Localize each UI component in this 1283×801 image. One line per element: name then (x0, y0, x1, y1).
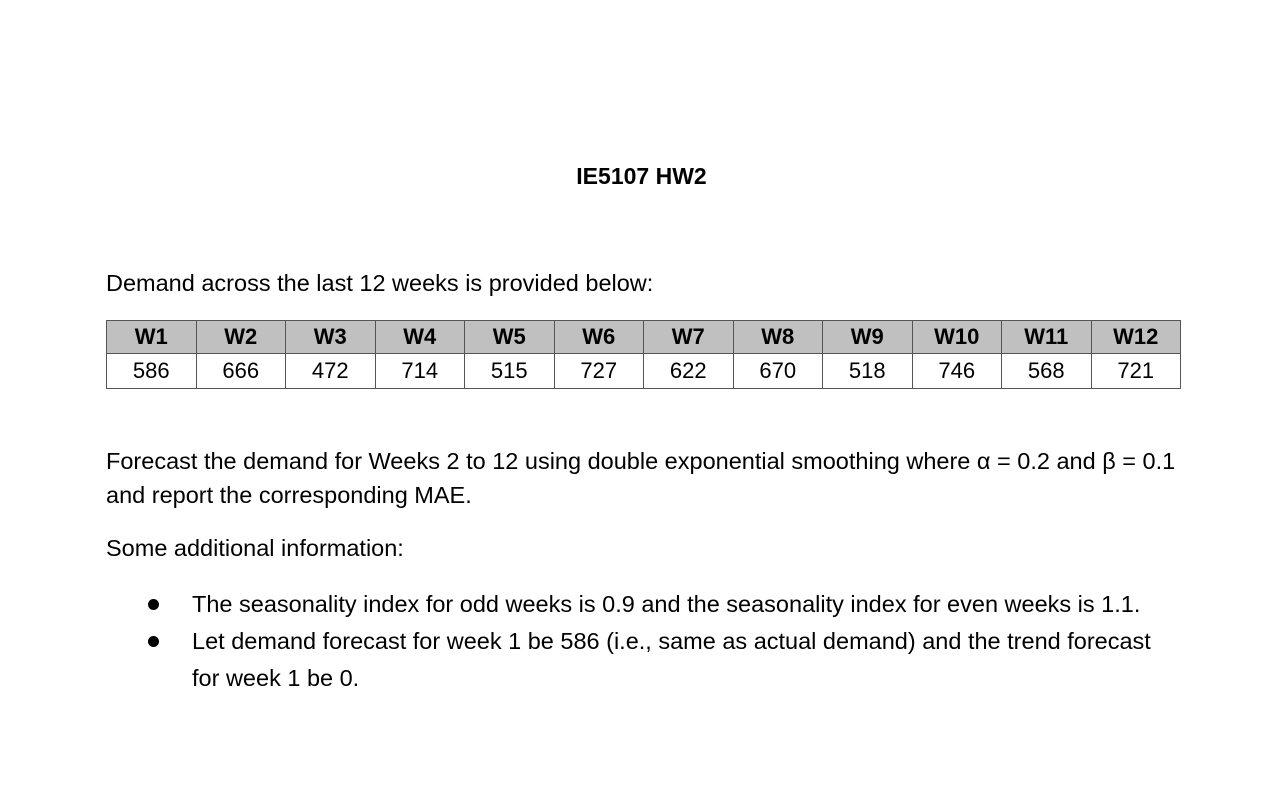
header-w6: W6 (554, 321, 644, 354)
header-w1: W1 (107, 321, 197, 354)
bullet-text-seasonality: The seasonality index for odd weeks is 0.9 and the seasonality index for even weeks is 1.1. (192, 591, 1141, 617)
info-bullet-list (0, 586, 1177, 697)
demand-w5: 515 (465, 354, 555, 389)
demand-table (106, 320, 1181, 389)
table-row (107, 354, 1181, 389)
intro-text: Demand across the last 12 weeks is provided below: (106, 270, 654, 296)
bullet-icon (148, 636, 159, 647)
demand-w6: 727 (554, 354, 644, 389)
demand-w9: 518 (823, 354, 913, 389)
list-item (0, 623, 1177, 697)
header-w8: W8 (733, 321, 823, 354)
demand-w10: 746 (912, 354, 1002, 389)
info-label: Some additional information: (106, 535, 404, 561)
bullet-icon (148, 599, 159, 610)
header-w10: W10 (912, 321, 1002, 354)
demand-w1: 586 (107, 354, 197, 389)
demand-w11: 568 (1002, 354, 1092, 389)
demand-w3: 472 (286, 354, 376, 389)
table-header-row (107, 321, 1181, 354)
question-text: Forecast the demand for Weeks 2 to 12 using double exponential smoothing where α = 0.2 and β = 0.1 and report the corresponding MAE. (106, 448, 1176, 508)
header-w12: W12 (1091, 321, 1181, 354)
header-w7: W7 (644, 321, 734, 354)
bullet-text-initial-forecast: Let demand forecast for week 1 be 586 (i.e., same as actual demand) and the trend forecast for week 1 be 0. (192, 628, 1151, 691)
demand-w8: 670 (733, 354, 823, 389)
header-w3: W3 (286, 321, 376, 354)
header-w11: W11 (1002, 321, 1092, 354)
demand-w4: 714 (375, 354, 465, 389)
header-w4: W4 (375, 321, 465, 354)
demand-w2: 666 (196, 354, 286, 389)
header-w2: W2 (196, 321, 286, 354)
demand-w12: 721 (1091, 354, 1181, 389)
header-w5: W5 (465, 321, 555, 354)
list-item (0, 586, 1177, 623)
header-w9: W9 (823, 321, 913, 354)
demand-w7: 622 (644, 354, 734, 389)
page-title: IE5107 HW2 (576, 163, 707, 189)
